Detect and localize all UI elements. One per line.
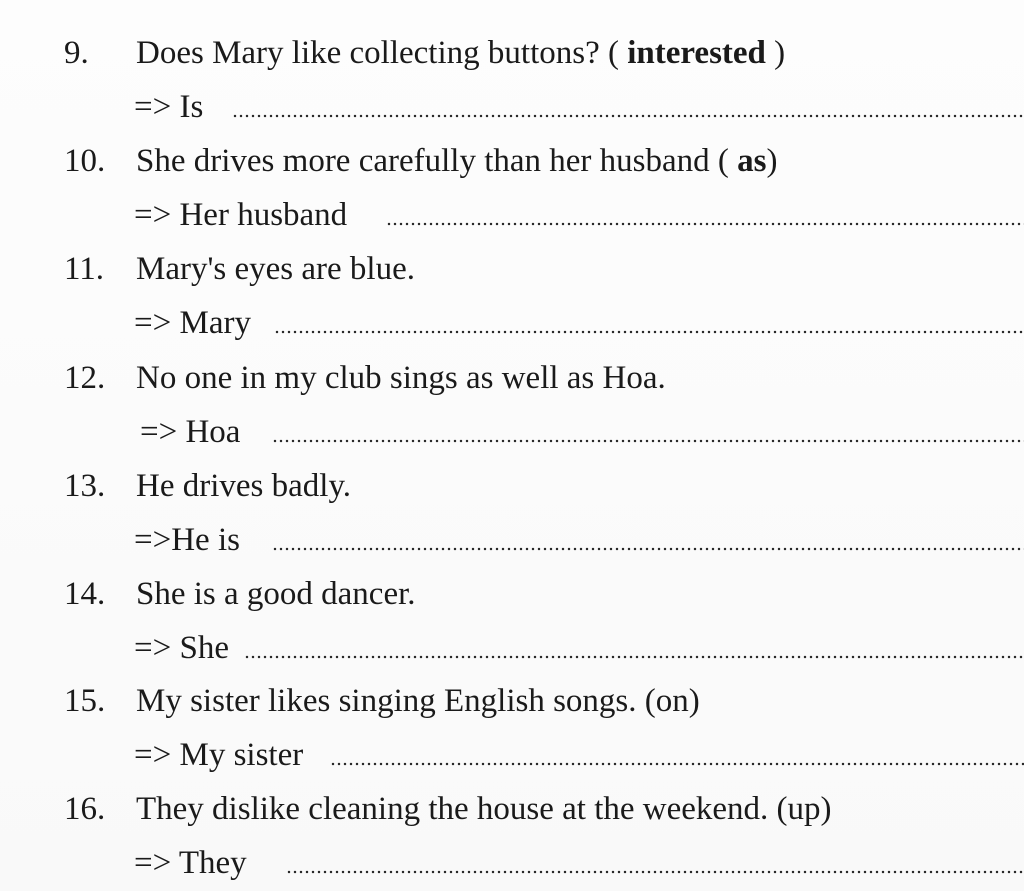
question-number: 16. <box>64 791 106 827</box>
answer-prompt: => My sister <box>134 737 304 773</box>
answer-row <box>0 626 1024 670</box>
question-text <box>136 139 777 183</box>
answer-row <box>0 193 1024 237</box>
answer-blank-line[interactable] <box>272 547 1024 551</box>
answer-row <box>0 841 1024 885</box>
question-body: She drives more carefully than her husband ( <box>136 143 738 179</box>
answer-prompt: => She <box>134 630 229 666</box>
answer-blank-line[interactable] <box>330 762 1024 766</box>
question-number: 15. <box>64 683 106 719</box>
answer-row <box>0 733 1024 777</box>
answer-prompt: => Mary <box>134 305 251 341</box>
question-text: My sister likes singing English songs. (on) <box>136 683 700 719</box>
question-end: ) <box>766 143 778 179</box>
answer-blank-line[interactable] <box>272 439 1024 443</box>
answer-blank-line[interactable] <box>274 330 1024 334</box>
answer-row <box>0 410 1024 454</box>
question-text: They dislike cleaning the house at the weekend. (up) <box>136 791 832 827</box>
question-end: ) <box>765 35 786 71</box>
question-number: 11. <box>64 251 105 287</box>
question-number: 13. <box>64 468 106 504</box>
question-text: Mary's eyes are blue. <box>136 251 416 287</box>
answer-row <box>0 301 1024 345</box>
answer-prompt: => Is <box>134 89 204 125</box>
question-text: No one in my club sings as well as Hoa. <box>136 360 666 396</box>
question-number: 14. <box>64 576 106 612</box>
answer-blank-line[interactable] <box>286 870 1024 874</box>
question-hint: interested <box>627 35 766 71</box>
answer-prompt: => Hoa <box>140 414 241 450</box>
question-number: 12. <box>64 360 106 396</box>
answer-row <box>0 518 1024 562</box>
answer-blank-line[interactable] <box>232 114 1024 118</box>
answer-blank-line[interactable] <box>386 222 1024 226</box>
question-text: She is a good dancer. <box>136 576 416 612</box>
question-number: 9. <box>64 35 89 71</box>
answer-row <box>0 85 1024 129</box>
answer-prompt: => Her husband <box>134 197 348 233</box>
question-number: 10. <box>64 143 106 179</box>
answer-blank-line[interactable] <box>244 655 1024 659</box>
question-hint: as <box>737 143 767 179</box>
answer-prompt: => They <box>134 845 247 881</box>
question-text: He drives badly. <box>136 468 352 504</box>
question-body: Does Mary like collecting buttons? ( <box>136 35 628 71</box>
question-text <box>136 31 785 75</box>
answer-prompt: =>He is <box>134 522 240 558</box>
